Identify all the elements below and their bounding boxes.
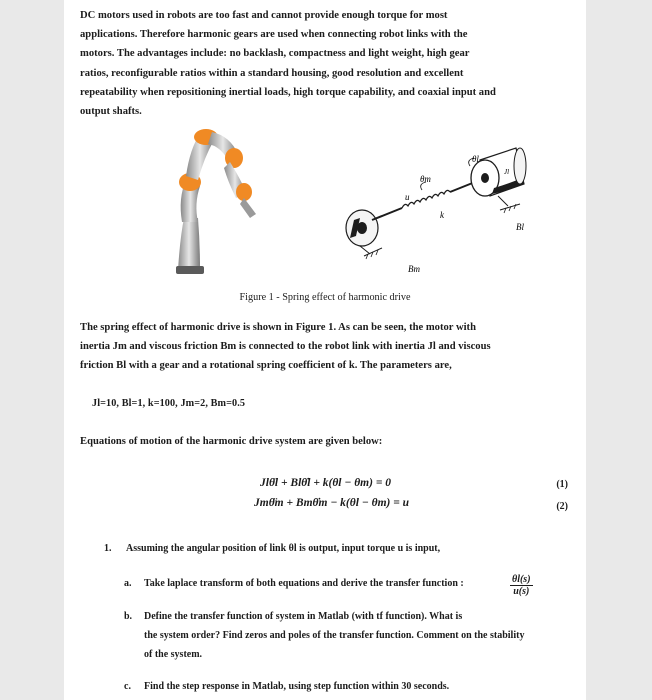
part-a-label: a. (124, 578, 132, 589)
question-number: 1. (104, 543, 112, 554)
harmonic-drive-diagram (320, 138, 530, 278)
description-line: inertia Jm and viscous friction Bm is connected to the robot link with inertia Jl and viscous (80, 341, 491, 353)
equation-2-number: (2) (556, 501, 568, 512)
part-b-line1: Define the transfer function of system in Matlab (with tf function). What is (144, 611, 463, 622)
description-line: friction Bl with a gear and a rotational spring coefficient of k. The parameters are, (80, 360, 452, 372)
question-text: Assuming the angular position of link θl is output, input torque u is input, (126, 543, 441, 554)
label-theta-m: θm (420, 174, 431, 184)
intro-line: output shafts. (80, 105, 142, 117)
equation-1-number: (1) (556, 479, 568, 490)
figure-caption: Figure 1 - Spring effect of harmonic drive (239, 292, 411, 303)
label-b-m: Bm (408, 264, 420, 274)
part-b-line3: of the system. (144, 649, 203, 660)
label-u: u (405, 192, 410, 202)
fraction-denominator: u(s) (513, 586, 530, 597)
equation-1: Jlθ̈l + Blθ̇l + k(θl − θm) = 0 (260, 477, 392, 489)
label-j-l: Jl (504, 168, 510, 176)
equation-2: Jmθ̈m + Bmθ̇m − k(θl − θm) = u (254, 497, 410, 509)
intro-line: motors. The advantages include: no backlash, compactness and light weight, high gear (80, 48, 470, 60)
transfer-function-fraction (510, 574, 533, 597)
label-theta-l: θl (472, 154, 479, 164)
part-b-label: b. (124, 611, 133, 622)
fraction-numerator: θl(s) (512, 574, 531, 585)
part-b-line2: the system order? Find zeros and poles of the transfer function. Comment on the stability (144, 630, 525, 641)
intro-line: ratios, reconfigurable ratios within a standard housing, good resolution and excellent (80, 67, 464, 79)
document-page (64, 0, 586, 700)
part-a-text: Take laplace transform of both equations and derive the transfer function : (144, 578, 464, 589)
description-paragraph (80, 318, 566, 376)
intro-paragraph (80, 6, 566, 121)
intro-line: repeatability when repositioning inertial loads, high torque capability, and coaxial input and (80, 86, 496, 98)
equations-intro: Equations of motion of the harmonic drive system are given below: (80, 436, 383, 447)
part-c-text: Find the step response in Matlab, using step function within 30 seconds. (144, 681, 450, 692)
intro-line: applications. Therefore harmonic gears are used when connecting robot links with the (80, 29, 468, 41)
label-b-l: Bl (516, 222, 524, 232)
part-c-label: c. (124, 681, 131, 692)
label-k: k (440, 210, 444, 220)
robot-arm-image (160, 118, 280, 278)
description-line: The spring effect of harmonic drive is shown in Figure 1. As can be seen, the motor with (80, 322, 476, 333)
parameter-values: Jl=10, Bl=1, k=100, Jm=2, Bm=0.5 (92, 398, 246, 409)
intro-line: DC motors used in robots are too fast and cannot provide enough torque for most (80, 10, 448, 21)
